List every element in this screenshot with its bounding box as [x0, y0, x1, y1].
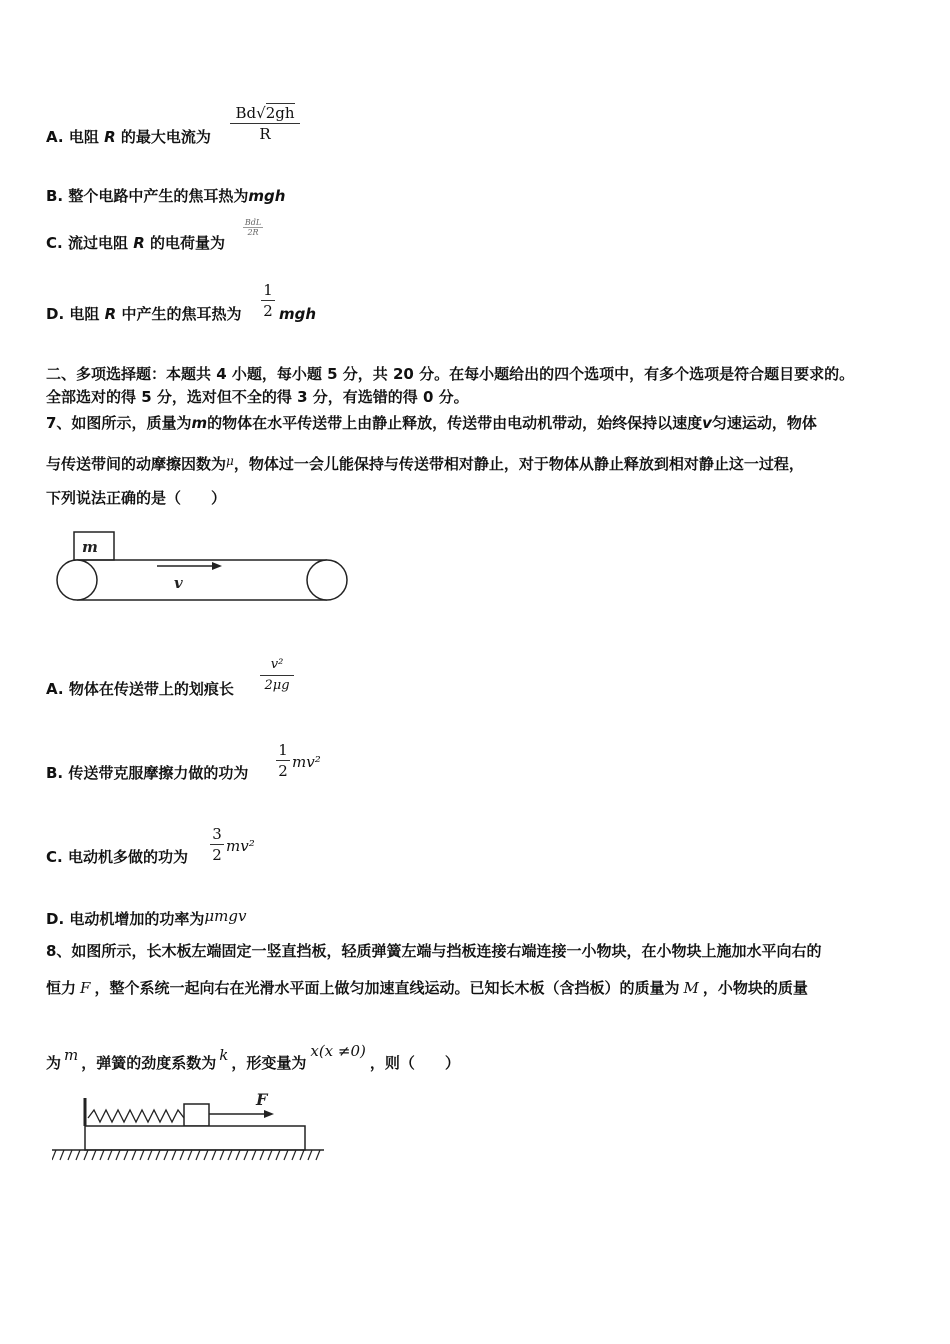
q7-line-3: 下列说法正确的是（ ）	[46, 489, 227, 507]
spring-board-figure	[52, 1088, 332, 1168]
section-note: 全部选对的得 5 分，选对但不全的得 3 分，有选错的得 0 分。	[46, 388, 469, 406]
option-c-prev: C. 流过电阻 R 的电荷量为	[46, 234, 226, 252]
q8-line-1: 8、如图所示，长木板左端固定一竖直挡板，轻质弹簧左端与挡板连接右端连接一小物块，在小物块上施加水平向右的	[46, 942, 822, 960]
fraction-charge: BdL 2R	[244, 218, 262, 237]
force-label: F	[256, 1090, 268, 1109]
q8-line-2: 恒力 F ，整个系统一起向右在光滑水平面上做匀加速直线运动。已知长木板（含挡板）的质量为 M ，小物块的质量	[46, 979, 808, 997]
conveyor-belt-figure	[52, 528, 352, 608]
section-title: 二、多项选择题：本题共 4 小题，每小题 5 分，共 20 分。在每小题给出的四个选项中，有多个选项是符合题目要求的。	[46, 365, 855, 383]
q7-option-d: D. 电动机增加的功率为μmgv	[46, 907, 247, 928]
q7-line-1: 7、如图所示，质量为m的物体在水平传送带上由静止释放，传送带由电动机带动，始终保持以速度v匀速运动，物体	[46, 414, 817, 432]
long-board	[85, 1126, 305, 1150]
formula-mgh: mgh	[279, 305, 317, 323]
option-a-prev: A. 电阻 R 的最大电流为	[46, 128, 211, 146]
option-b-prev: B. 整个电路中产生的焦耳热为mgh	[46, 187, 286, 205]
q8-line-3: 为 m ，弹簧的劲度系数为 k ，形变量为x(x ≠0)，则（ ）	[46, 1042, 460, 1072]
q7-option-a: A. 物体在传送带上的划痕长	[46, 680, 234, 698]
q7-option-c: C. 电动机多做的功为	[46, 848, 188, 866]
velocity-arrowhead	[212, 562, 222, 570]
formula-mv2-c: mv²	[226, 837, 255, 855]
force-arrowhead	[264, 1110, 274, 1118]
q7-option-b: B. 传送带克服摩擦力做的功为	[46, 764, 249, 782]
fraction-max-current: Bd√2gh R	[230, 104, 300, 143]
mass-label: m	[82, 538, 98, 556]
right-pulley	[307, 560, 347, 600]
fraction-half: 1 2	[261, 281, 275, 320]
fraction-half-b: 1 2	[276, 741, 290, 780]
option-letter: A.	[46, 128, 64, 146]
fraction-scratch-length: v² 2μg	[260, 656, 294, 695]
spring	[88, 1110, 184, 1122]
left-pulley	[57, 560, 97, 600]
velocity-label: v	[174, 574, 183, 592]
formula-mv2-b: mv²	[292, 753, 321, 771]
fraction-three-halves: 3 2	[210, 825, 224, 864]
ground-hatching	[52, 1150, 320, 1160]
option-d-prev: D. 电阻 R 中产生的焦耳热为	[46, 305, 242, 323]
q7-line-2: 与传送带间的动摩擦因数为$^\mu$，物体过一会儿能保持与传送带相对静止，对于物体从静止释放到相对静止这一过程，	[46, 454, 804, 473]
small-block	[184, 1104, 209, 1126]
